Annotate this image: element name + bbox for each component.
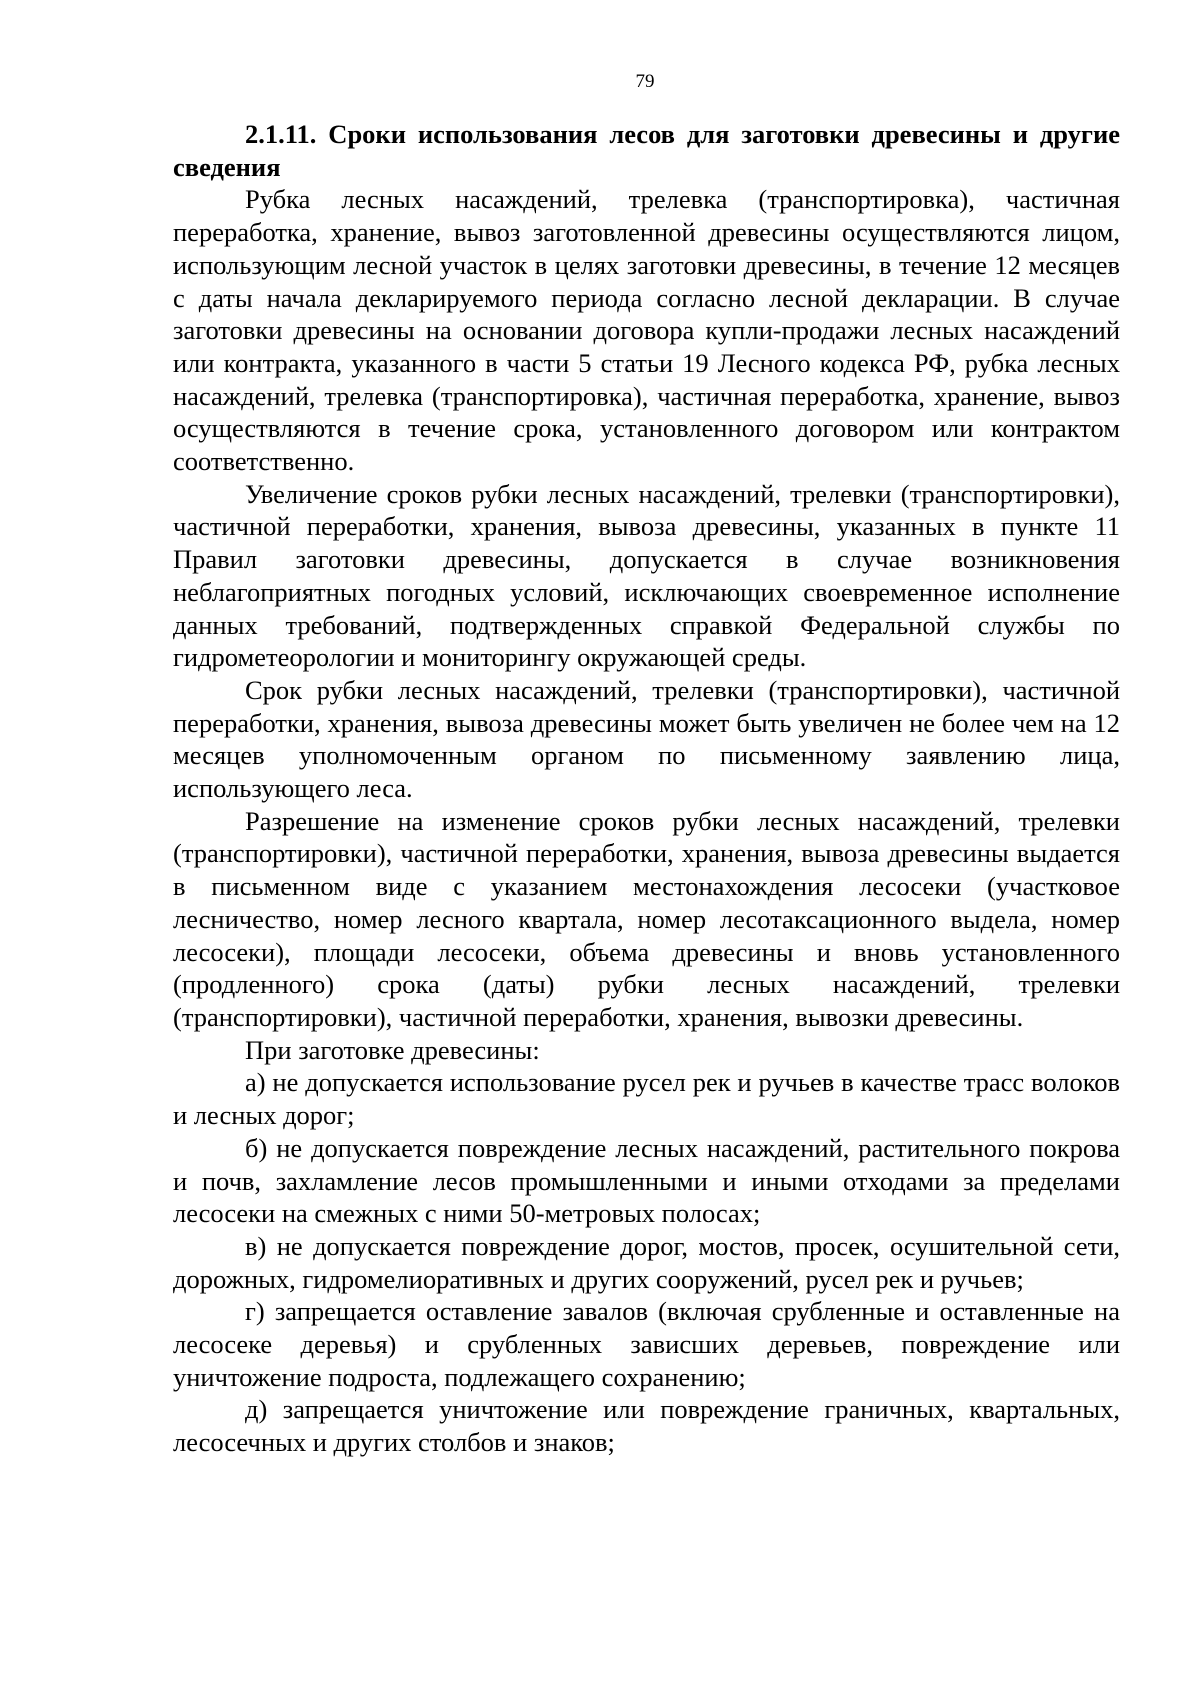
paragraph-term-extension-limit: Срок рубки лесных насаждений, трелевки (транспортировки), частичной переработки, хранения, вывоза древесины может быть увеличен не более чем на 12 месяцев уполномоченным органом по письменному заявлению лица, использующего леса.	[173, 674, 1120, 804]
list-item-a: а) не допускается использование русел рек и ручьев в качестве трасс волоков и лесных дорог;	[173, 1067, 1120, 1131]
paragraph-extension-permit: Разрешение на изменение сроков рубки лесных насаждений, трелевки (транспортировки), частичной переработки, хранения, вывоза древесины выдается в письменном виде с указанием местонахождения лесосеки (участковое лесничество, номер лесного квартала, номер лесотаксационного выдела, номер лесосеки), площади лесосеки, объема древесины и вновь установленного (продленного) срока (даты) рубки лесных насаждений, трелевки (транспортировки), частичной переработки, хранения, вывозки древесины.	[173, 805, 1120, 1032]
list-item-v: в) не допускается повреждение дорог, мостов, просек, осушительной сети, дорожных, гидромелиоративных и других сооружений, русел рек и ручьев;	[173, 1230, 1120, 1294]
section-heading: 2.1.11. Сроки использования лесов для заготовки древесины и другие сведения	[173, 119, 1120, 182]
list-item-b: б) не допускается повреждение лесных насаждений, растительного покрова и почв, захламление лесов промышленными и иными отходами за пределами лесосеки на смежных с ними 50-метровых полосах;	[173, 1132, 1120, 1229]
paragraph-harvest-rules-intro: При заготовке древесины:	[245, 1034, 540, 1065]
list-item-d: д) запрещается уничтожение или повреждение граничных, квартальных, лесосечных и других столбов и знаков;	[173, 1394, 1120, 1458]
paragraph-harvest-terms: Рубка лесных насаждений, трелевка (транспортировка), частичная переработка, хранение, вывоз заготовленной древесины осуществляются лицом, использующим лесной участок в целях заготовки древесины, в течение 12 месяцев с даты начала декларируемого периода согласно лесной декларации. В случае заготовки древесины на основании договора купли-продажи лесных насаждений или контракта, указанного в части 5 статьи 19 Лесного кодекса РФ, рубка лесных насаждений, трелевка (транспортировка), частичная переработка, хранение, вывоз осуществляются в течение срока, установленного договором или контрактом соответственно.	[173, 184, 1120, 477]
document-body	[173, 118, 1120, 1459]
page-number: 79	[635, 71, 655, 92]
paragraph-term-extension-conditions: Увеличение сроков рубки лесных насаждений, трелевки (транспортировки), частичной переработки, хранения, вывоза древесины, указанных в пункте 11 Правил заготовки древесины, допускается в случае возникновения неблагоприятных погодных условий, исключающих своевременное исполнение данных требований, подтвержденных справкой Федеральной службы по гидрометеорологии и мониторингу окружающей среды.	[173, 478, 1120, 673]
list-item-g: г) запрещается оставление завалов (включая срубленные и оставленные на лесосеке деревья) и срубленных зависших деревьев, повреждение или уничтожение подроста, подлежащего сохранению;	[173, 1296, 1120, 1392]
